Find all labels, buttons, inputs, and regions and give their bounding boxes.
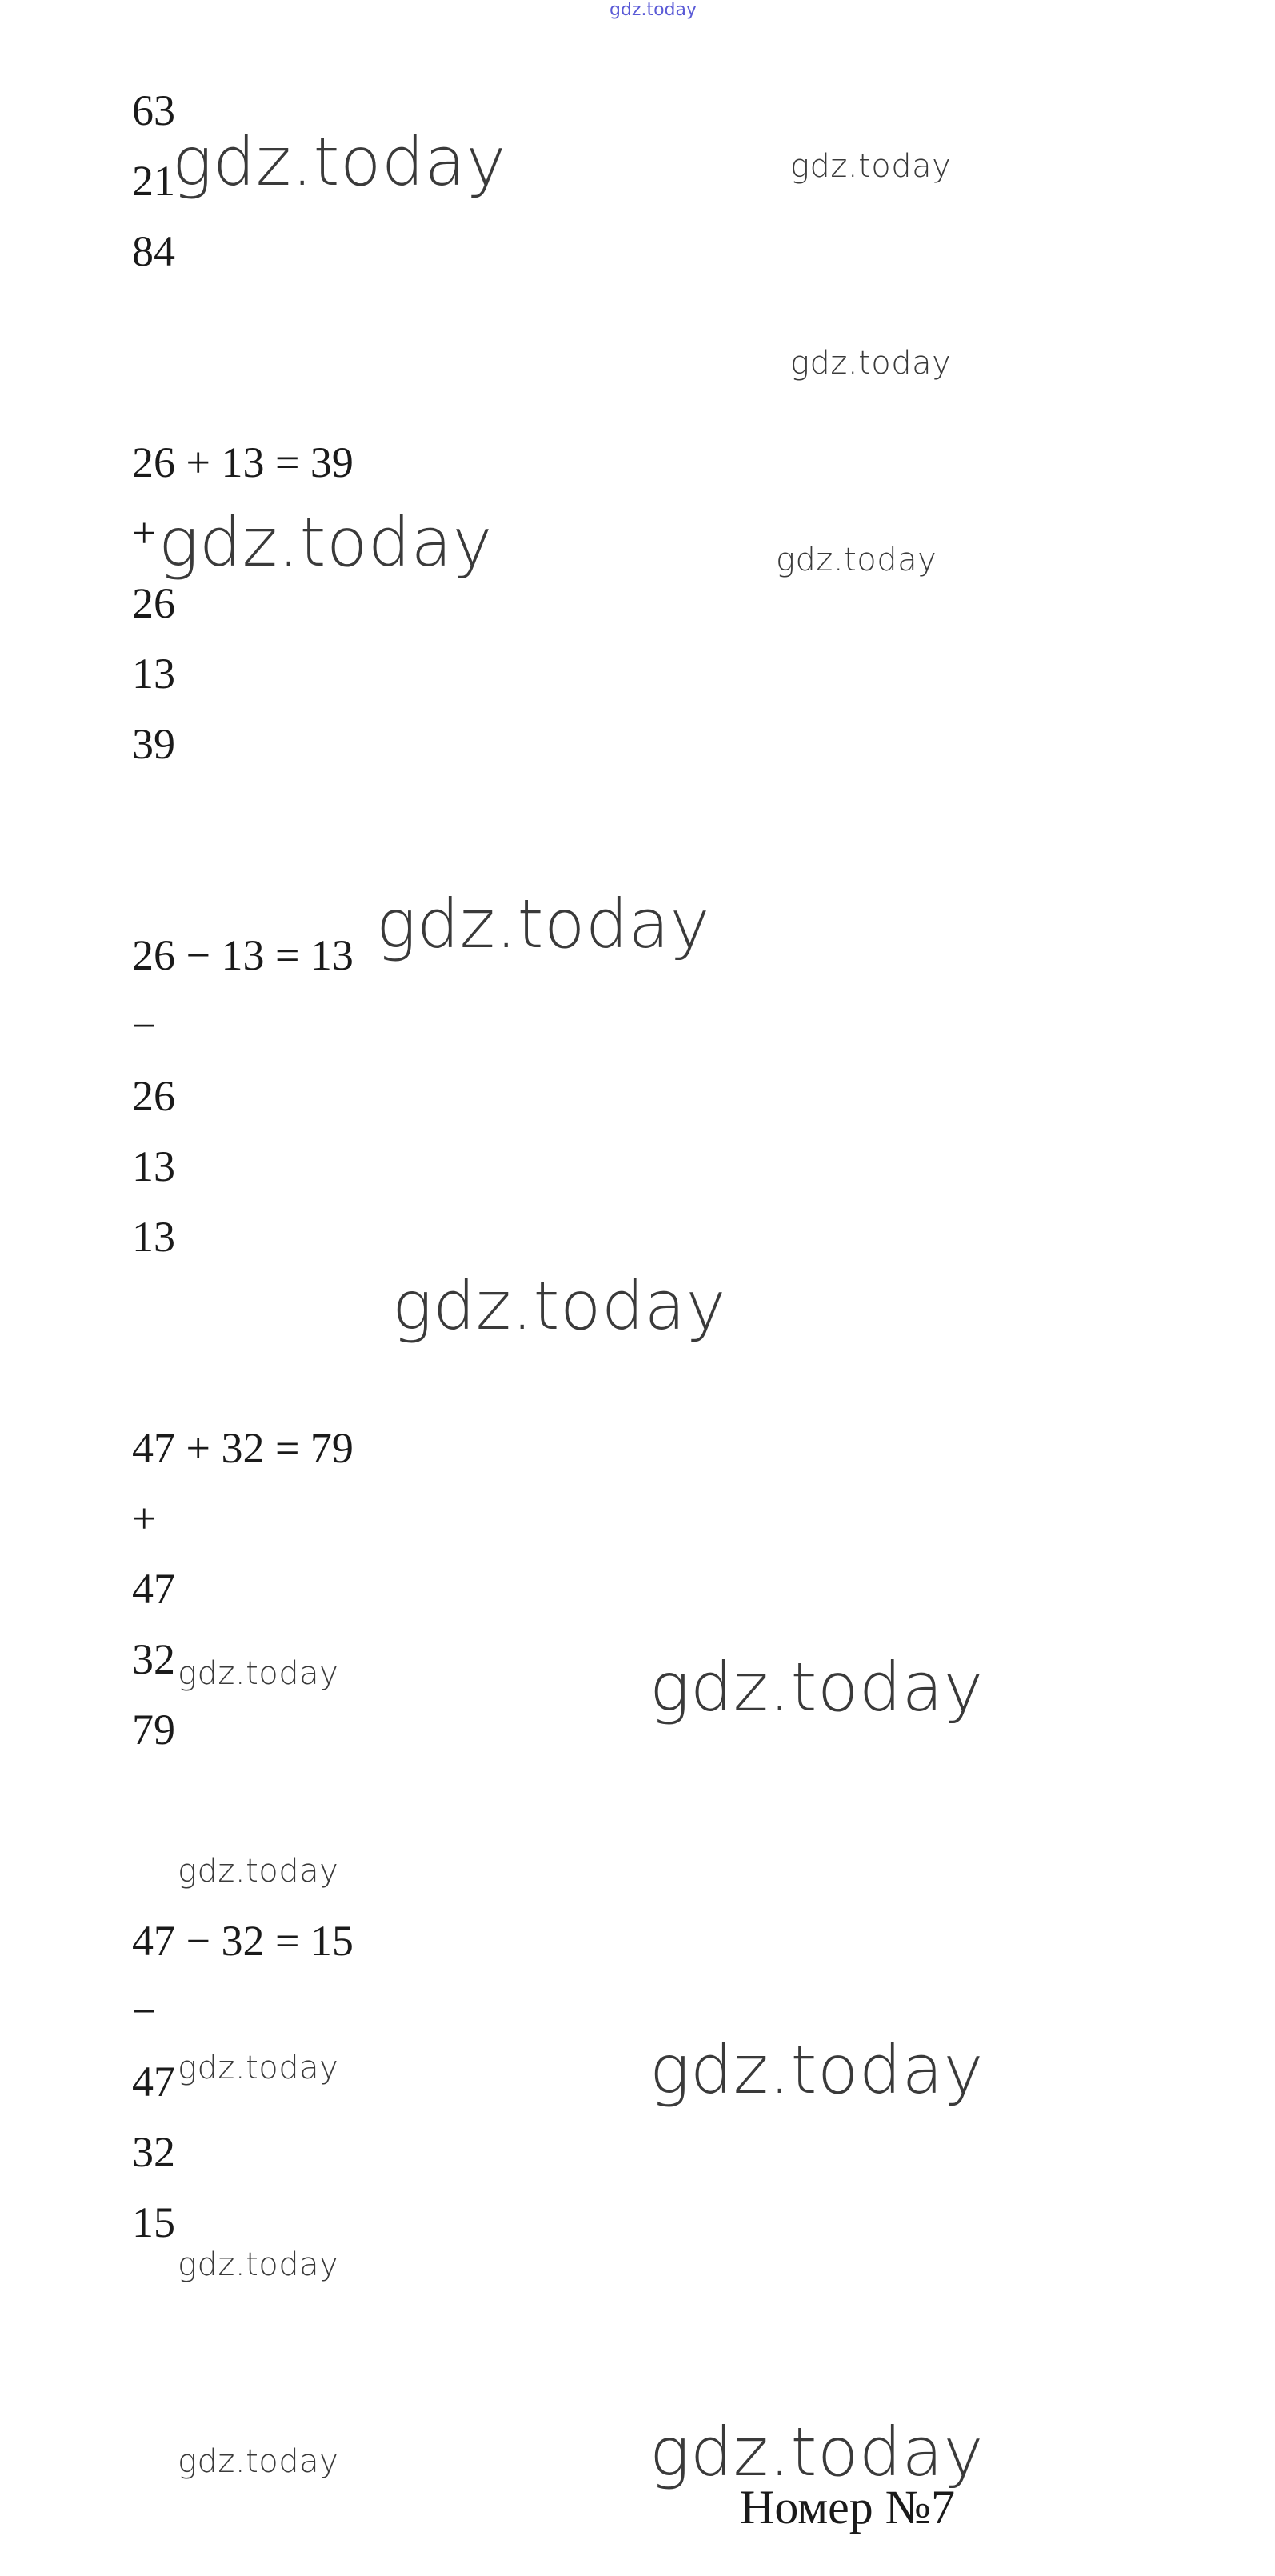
watermark: gdz.today (392, 1266, 726, 1345)
watermark: gdz.today (649, 2030, 984, 2109)
number-line: 84 (132, 227, 175, 275)
number-line: 13 (132, 1213, 175, 1261)
problem-number-title: Номер №7 (740, 2481, 956, 2534)
watermark: gdz.today (178, 2050, 339, 2086)
watermark: gdz.today (178, 1853, 339, 1890)
number-line: 47 (132, 1565, 175, 1613)
operation-sign: − (132, 1002, 157, 1050)
watermark: gdz.today (376, 885, 710, 963)
watermark: gdz.today (776, 542, 937, 578)
watermark: gdz.today (649, 1648, 984, 1726)
operation-sign: + (132, 1494, 157, 1542)
number-line: 32 (132, 1635, 175, 1683)
watermark: gdz.today (158, 503, 493, 582)
watermark: gdz.today (649, 2413, 984, 2491)
watermark: gdz.today (790, 148, 952, 185)
number-line: 47 (132, 2058, 175, 2106)
number-line: 63 (132, 86, 175, 134)
watermark: gdz.today (178, 2246, 339, 2283)
equation-line: 26 + 13 = 39 (132, 438, 354, 486)
number-line: 15 (132, 2198, 175, 2246)
number-line: 26 (132, 1072, 175, 1120)
equation-line: 26 − 13 = 13 (132, 931, 354, 979)
number-line: 26 (132, 579, 175, 627)
watermark: gdz.today (178, 1655, 339, 1692)
watermark: gdz.today (790, 345, 952, 382)
equation-line: 47 − 32 = 15 (132, 1917, 354, 1965)
number-line: 32 (132, 2128, 175, 2176)
number-line: 21 (132, 157, 175, 205)
number-line: 13 (132, 650, 175, 698)
number-line: 39 (132, 720, 175, 768)
watermark: gdz.today (178, 2443, 339, 2480)
equation-line: 47 + 32 = 79 (132, 1424, 354, 1472)
header-link[interactable]: gdz.today (610, 0, 697, 20)
operation-sign: + (132, 509, 157, 557)
number-line: 79 (132, 1706, 175, 1754)
operation-sign: − (132, 1987, 157, 2035)
number-line: 13 (132, 1142, 175, 1190)
watermark: gdz.today (172, 122, 506, 201)
